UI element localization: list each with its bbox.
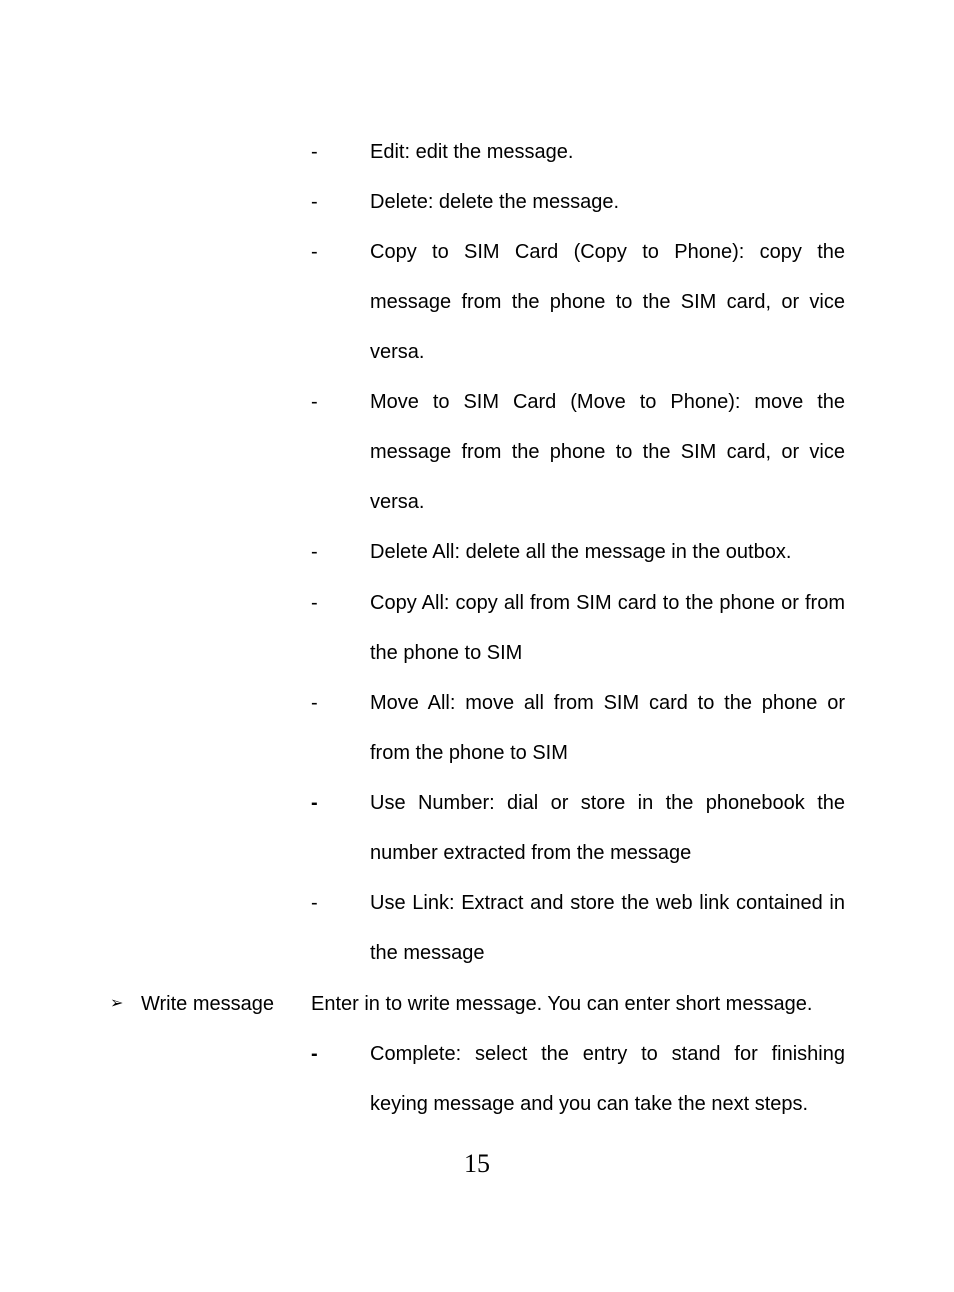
arrow-bullet-icon: ➢: [110, 995, 124, 1012]
write-message-label: Write message: [141, 993, 275, 1015]
option-text: Use Link: Extract and store the web link contained in the message: [370, 892, 845, 965]
dash-bullet: -: [311, 541, 318, 563]
option-text: Delete All: delete all the message in the outbox.: [370, 541, 792, 563]
option-text: Use Number: dial or store in the phonebook the number extracted from the message: [370, 792, 845, 865]
option-text: Move to SIM Card (Move to Phone): move the message from the phone to the SIM card, or vice versa.: [370, 391, 845, 514]
option-text: Copy All: copy all from SIM card to the phone or from the phone to SIM: [370, 592, 845, 665]
dash-bullet: -: [311, 241, 318, 263]
option-text: Move All: move all from SIM card to the phone or from the phone to SIM: [370, 692, 845, 765]
dash-bullet: -: [311, 1043, 318, 1065]
dash-bullet: -: [311, 892, 318, 914]
dash-bullet: -: [311, 792, 318, 814]
dash-bullet: -: [311, 692, 318, 714]
option-text: Copy to SIM Card (Copy to Phone): copy the message from the phone to the SIM card, or vice versa.: [370, 241, 845, 364]
dash-bullet: -: [311, 141, 318, 163]
dash-bullet: -: [311, 592, 318, 614]
page-number: 15: [464, 1149, 490, 1178]
dash-bullet: -: [311, 391, 318, 413]
option-text: Complete: select the entry to stand for finishing keying message and you can take the next steps.: [370, 1043, 845, 1116]
option-text: Edit: edit the message.: [370, 141, 574, 163]
dash-bullet: -: [311, 191, 318, 213]
option-text: Delete: delete the message.: [370, 191, 620, 213]
write-message-description: Enter in to write message. You can enter short message.: [311, 993, 813, 1015]
